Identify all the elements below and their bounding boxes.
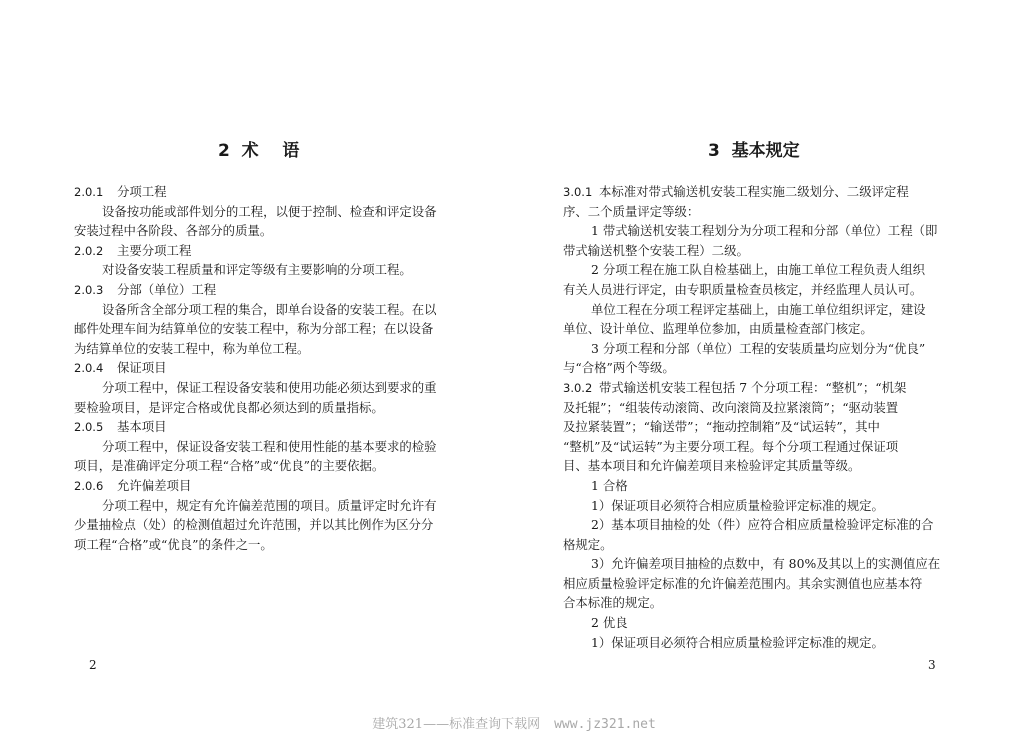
clause-title: 主要分项工程 bbox=[117, 242, 192, 258]
rule-line bbox=[563, 633, 980, 653]
rule-text: 合本标准的规定。 bbox=[563, 595, 663, 611]
rule-line bbox=[563, 358, 980, 378]
rule-line bbox=[563, 202, 980, 222]
rule-line bbox=[563, 300, 980, 320]
clause-heading bbox=[74, 280, 474, 300]
chapter-title-basic-rules: 3 基本规定 bbox=[708, 141, 800, 161]
rule-text: 单位、设计单位、监理单位参加，由质量检查部门核定。 bbox=[563, 321, 873, 337]
rule-text: 带式输送机整个安装工程）二级。 bbox=[563, 242, 749, 258]
clause-title: 分部（单位）工程 bbox=[117, 281, 217, 297]
rule-line bbox=[563, 319, 980, 339]
clause-number: 2.0.4 bbox=[74, 361, 104, 376]
watermark-url: www.jz321.net bbox=[554, 717, 656, 732]
rule-text: 2 优良 bbox=[591, 615, 628, 631]
clause-heading bbox=[74, 241, 474, 261]
page-number-left: 2 bbox=[89, 658, 97, 672]
clause-heading bbox=[74, 417, 474, 437]
page-number-right: 3 bbox=[928, 658, 936, 672]
rule-text: 序、二个质量评定等级： bbox=[563, 203, 700, 219]
clause-heading bbox=[74, 358, 474, 378]
definition-line: 分项工程中，保证设备安装工程和使用性能的基本要求的检验 bbox=[102, 438, 437, 454]
definition-line: 为结算单位的安装工程中，称为单位工程。 bbox=[74, 340, 310, 356]
definition-line: 邮件处理车间为结算单位的安装工程中，称为分部工程；在以设备 bbox=[74, 321, 434, 337]
clause-number: 3.0.1 bbox=[563, 185, 593, 199]
rule-line bbox=[563, 241, 980, 261]
rule-line bbox=[563, 593, 980, 613]
rule-text: 有关人员进行评定，由专职质量检查员核定，并经监理人员认可。 bbox=[563, 281, 923, 297]
clause-number: 2.0.1 bbox=[74, 185, 104, 199]
rule-line bbox=[563, 554, 980, 574]
clause-title: 保证项目 bbox=[117, 360, 167, 376]
definition-line: 要检验项目，是评定合格或优良都必须达到的质量指标。 bbox=[74, 399, 384, 415]
rule-text: 格规定。 bbox=[563, 536, 613, 552]
clause-number: 2.0.5 bbox=[74, 420, 104, 435]
clause-number: 2.0.3 bbox=[74, 282, 104, 297]
terms-body bbox=[74, 182, 474, 554]
rule-line bbox=[563, 437, 980, 457]
definition-line: 分项工程中，保证工程设备安装和使用功能必须达到要求的重 bbox=[102, 379, 437, 395]
left-page bbox=[0, 0, 512, 724]
clause-heading bbox=[74, 476, 474, 496]
rule-line bbox=[563, 398, 980, 418]
rule-line bbox=[563, 515, 980, 535]
rule-text: 1）保证项目必须符合相应质量检验评定标准的规定。 bbox=[591, 497, 884, 513]
rule-text: 与“合格”两个等级。 bbox=[563, 360, 675, 376]
basic-rules-body bbox=[563, 182, 980, 652]
rule-text: 本标准对带式输送机安装工程实施二级划分、二级评定程 bbox=[599, 184, 909, 199]
definition-line: 项工程“合格”或“优良”的条件之一。 bbox=[74, 536, 273, 552]
clause-title: 允许偏差项目 bbox=[117, 477, 192, 493]
rule-line bbox=[563, 613, 980, 633]
rule-line bbox=[563, 417, 980, 437]
rule-line bbox=[563, 221, 980, 241]
rule-line bbox=[563, 339, 980, 359]
clause-number: 2.0.6 bbox=[74, 478, 104, 493]
watermark-text: 建筑321——标准查询下载网 bbox=[372, 717, 541, 732]
rule-line bbox=[563, 378, 980, 398]
definition-line: 分项工程中，规定有允许偏差范围的项目。质量评定时允许有 bbox=[102, 497, 437, 513]
rule-text: 2）基本项目抽检的处（件）应符合相应质量检验评定标准的合 bbox=[591, 517, 934, 533]
definition-line: 对设备安装工程质量和评定等级有主要影响的分项工程。 bbox=[102, 262, 412, 278]
rule-text: 1）保证项目必须符合相应质量检验评定标准的规定。 bbox=[591, 634, 884, 650]
rule-line bbox=[563, 496, 980, 516]
watermark bbox=[364, 698, 656, 732]
definition-line: 项目，是准确评定分项工程“合格”或“优良”的主要依据。 bbox=[74, 458, 385, 474]
clause-number: 3.0.2 bbox=[563, 380, 593, 395]
rule-text: 单位工程在分项工程评定基础上，由施工单位组织评定，建设 bbox=[591, 301, 926, 317]
definition-line: 少量抽检点（处）的检测值超过允许范围，并以其比例作为区分分 bbox=[74, 517, 434, 533]
clause-heading bbox=[74, 182, 474, 202]
clause-title: 分项工程 bbox=[117, 184, 167, 199]
clause-title: 基本项目 bbox=[117, 419, 167, 435]
right-page bbox=[512, 0, 1024, 724]
rule-text: 1 带式输送机安装工程划分为分项工程和分部（单位）工程（即 bbox=[591, 223, 938, 239]
rule-line bbox=[563, 574, 980, 594]
clause-number: 2.0.2 bbox=[74, 243, 104, 258]
definition-line: 设备所含全部分项工程的集合，即单台设备的安装工程。在以 bbox=[102, 301, 437, 317]
rule-line bbox=[563, 456, 980, 476]
rule-text: 1 合格 bbox=[591, 477, 628, 493]
rule-text: 及托辊”；“组装传动滚筒、改向滚筒及拉紧滚筒”；“驱动装置 bbox=[563, 399, 899, 415]
rule-line bbox=[563, 476, 980, 496]
rule-text: 3）允许偏差项目抽检的点数中，有 80%及其以上的实测值应在 bbox=[591, 556, 941, 572]
rule-text: 目、基本项目和允许偏差项目来检验评定其质量等级。 bbox=[563, 458, 861, 474]
rule-text: 及拉紧装置”；“输送带”；“拖动控制箱”及“试运转”，其中 bbox=[563, 419, 880, 435]
rule-text: 2 分项工程在施工队自检基础上，由施工单位工程负责人组织 bbox=[591, 262, 925, 278]
rule-text: 带式输送机安装工程包括 7 个分项工程：“整机”；“机架 bbox=[599, 379, 907, 395]
rule-text: 3 分项工程和分部（单位）工程的安装质量均应划分为“优良” bbox=[591, 340, 926, 356]
rule-text: “整机”及“试运转”为主要分项工程。每个分项工程通过保证项 bbox=[563, 438, 899, 454]
rule-line bbox=[563, 280, 980, 300]
chapter-title-terms: 2 术 语 bbox=[218, 141, 300, 161]
rule-line bbox=[563, 182, 980, 202]
definition-line: 设备按功能或部件划分的工程，以便于控制、检查和评定设备 bbox=[102, 203, 437, 219]
rule-line bbox=[563, 535, 980, 555]
rule-text: 相应质量检验评定标准的允许偏差范围内。其余实测值也应基本符 bbox=[563, 575, 923, 591]
rule-line bbox=[563, 260, 980, 280]
definition-line: 安装过程中各阶段、各部分的质量。 bbox=[74, 223, 273, 239]
